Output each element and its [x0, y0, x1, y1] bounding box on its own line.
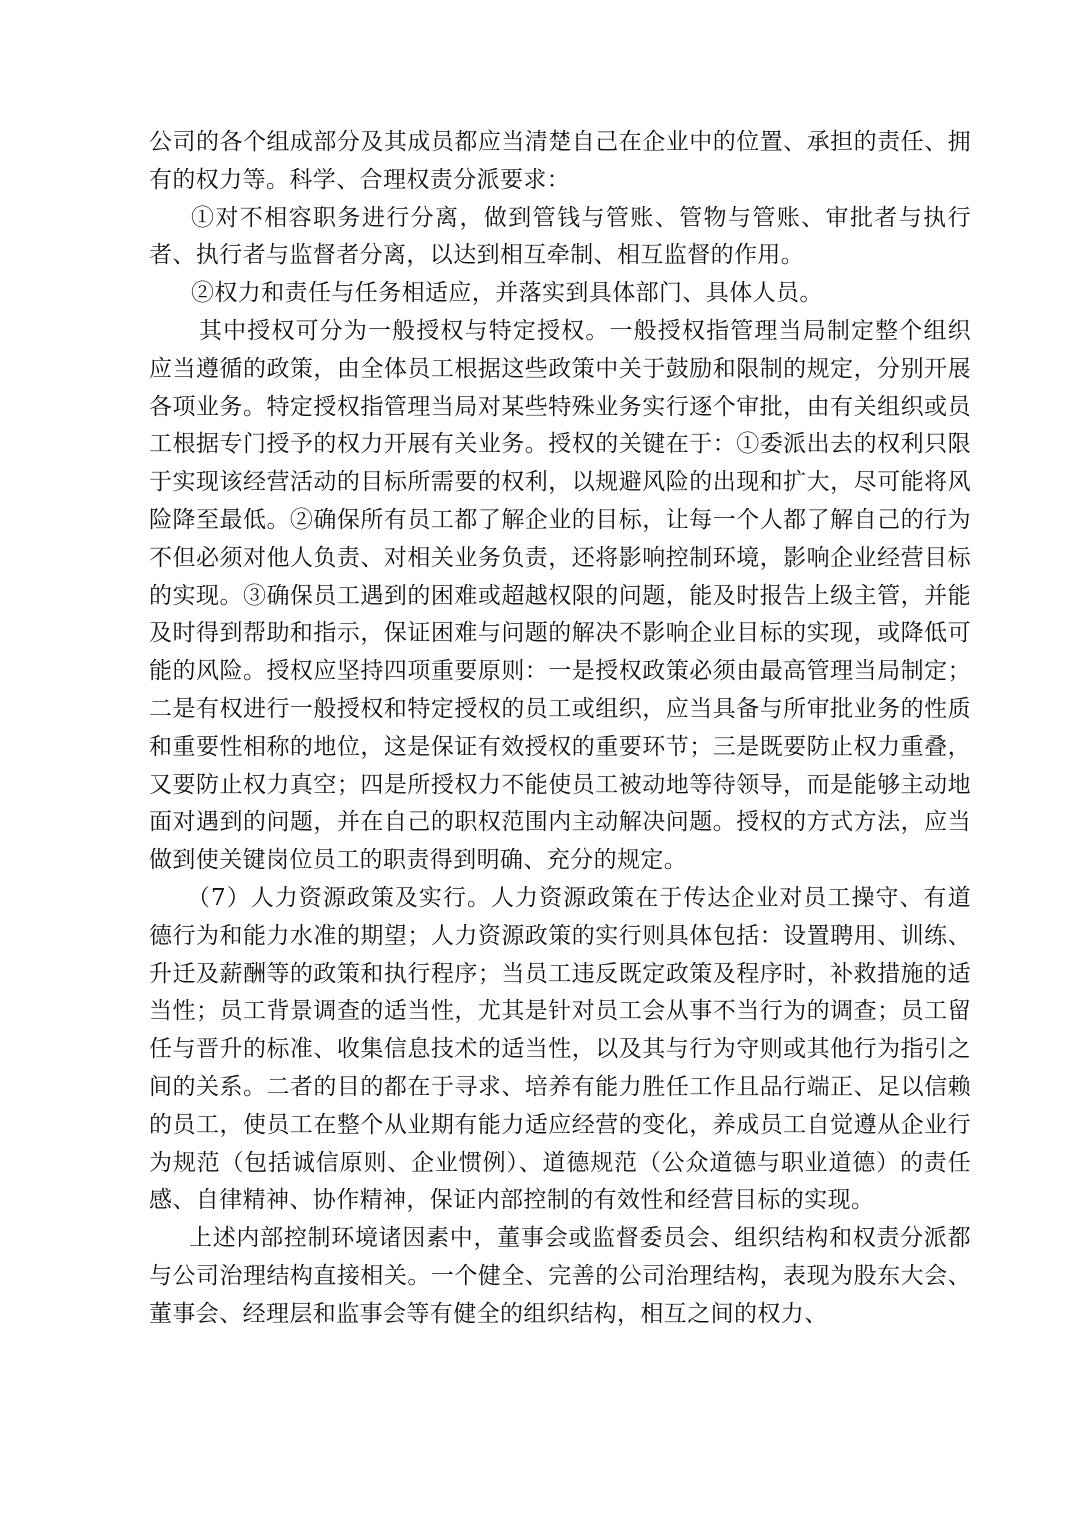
paragraph-item-1: ①对不相容职务进行分离，做到管钱与管账、管物与管账、审批者与执行者、执行者与监督者分离，以达到相互牵制、相互监督的作用。 [149, 204, 971, 269]
paragraph-summary: 上述内部控制环境诸因素中，董事会或监督委员会、组织结构和权责分派都与公司治理结构直接相关。一个健全、完善的公司治理结构，表现为股东大会、董事会、经理层和监事会等有健全的组织结构，相互之间的权力、 [149, 1225, 971, 1327]
paragraph-hr-policy: （7）人力资源政策及实行。人力资源政策在于传达企业对员工操守、有道德行为和能力水准的期望；人力资源政策的实行则具体包括：设置聘用、训练、升迁及薪酬等的政策和执行程序；当员工违反既定政策及程序时，补救措施的适当性；员工背景调查的适当性，尤其是针对员工会从事不当行为的调查；员工留任与晋升的标准、收集信息技术的适当性，以及其与行为守则或其他行为指引之间的关系。二者的目的都在于寻求、培养有能力胜任工作且品行端正、足以信赖的员工，使员工在整个从业期有能力适应经营的变化，养成员工自觉遵从企业行为规范（包括诚信原则、企业惯例）、道德规范（公众道德与职业道德）的责任感、自律精神、协作精神，保证内部控制的有效性和经营目标的实现。 [149, 884, 971, 1214]
paragraph-item-2: ②权力和责任与任务相适应，并落实到具体部门、具体人员。 [191, 280, 823, 307]
paragraph-intro: 公司的各个组成部分及其成员都应当清楚自己在企业中的位置、承担的责任、拥有的权力等。科学、合理权责分派要求： [149, 129, 971, 193]
document-body [149, 124, 971, 1334]
paragraph-authorization: 其中授权可分为一般授权与特定授权。一般授权指管理当局制定整个组织应当遵循的政策，由全体员工根据这些政策中关于鼓励和限制的规定，分别开展各项业务。特定授权指管理当局对某些特殊业务实行逐个审批，由有关组织或员工根据专门授予的权力开展有关业务。授权的关键在于：①委派出去的权利只限于实现该经营活动的目标所需要的权利，以规避风险的出现和扩大，尽可能将风险降至最低。②确保所有员工都了解企业的目标，让每一个人都了解自己的行为不但必须对他人负责、对相关业务负责，还将影响控制环境，影响企业经营目标的实现。③确保员工遇到的困难或超越权限的问题，能及时报告上级主管，并能及时得到帮助和指示，保证困难与问题的解决不影响企业目标的实现，或降低可能的风险。授权应坚持四项重要原则：一是授权政策必须由最高管理当局制定；二是有权进行一般授权和特定授权的员工或组织，应当具备与所审批业务的性质和重要性相称的地位，这是保证有效授权的重要环节；三是既要防止权力重叠，又要防止权力真空；四是所授权力不能使员工被动地等待领导，而是能够主动地面对遇到的问题，并在自己的职权范围内主动解决问题。授权的方式方法，应当做到使关键岗位员工的职责得到明确、充分的规定。 [149, 317, 971, 874]
